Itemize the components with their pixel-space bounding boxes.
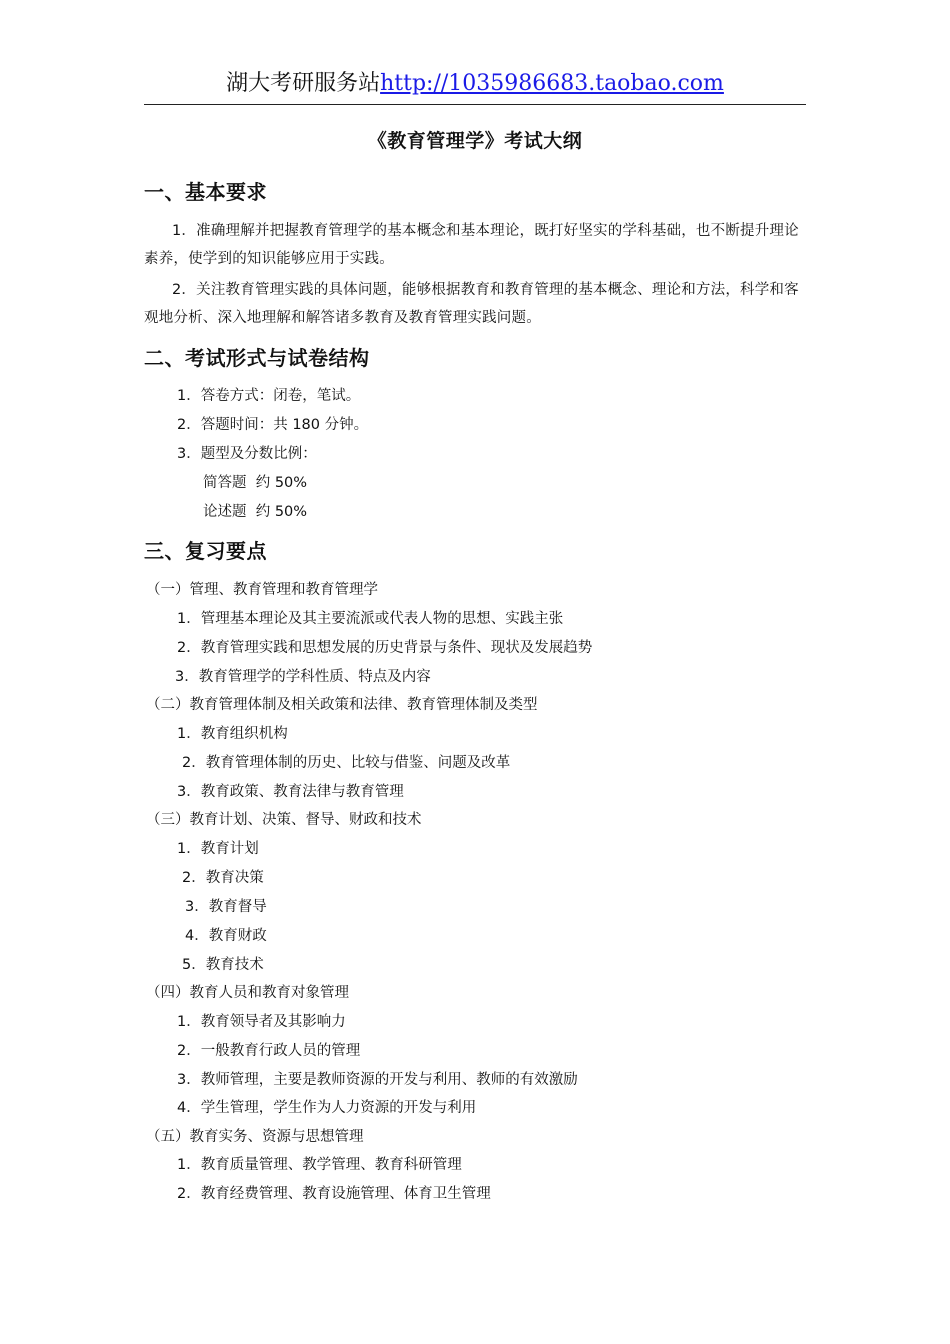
- header-site-name: 湖大考研服务站: [226, 71, 381, 96]
- list-item: 4．学生管理，学生作为人力资源的开发与利用: [177, 1100, 477, 1116]
- list-item: 3．教育管理学的学科性质、特点及内容: [175, 669, 431, 685]
- list-item: 1．教育计划: [177, 841, 259, 857]
- list-item: 1．教育组织机构: [177, 726, 288, 742]
- list-item: 3．教育政策、教育法律与教育管理: [177, 784, 404, 800]
- subsection-title: （五）教育实务、资源与思想管理: [146, 1129, 364, 1145]
- section1-paragraph-1: 1．准确理解并把握教育管理学的基本概念和基本理论，既打好坚实的学科基础，也不断提升理论素养，使学到的知识能够应用于实践。: [144, 223, 799, 267]
- header-link[interactable]: http://1035986683.taobao.com: [380, 71, 724, 96]
- list-item: 3．教师管理，主要是教师资源的开发与利用、教师的有效激励: [177, 1072, 578, 1088]
- section-heading-1: 一、基本要求: [144, 180, 267, 204]
- section-heading-3: 三、复习要点: [144, 539, 267, 563]
- subsection-title: （二）教育管理体制及相关政策和法律、教育管理体制及类型: [146, 697, 538, 713]
- list-item: 简答题 约 50%: [203, 475, 308, 491]
- list-item: 3．教育督导: [185, 899, 267, 915]
- section-heading-2: 二、考试形式与试卷结构: [144, 346, 370, 370]
- list-item: 1．答卷方式：闭卷，笔试。: [177, 388, 361, 404]
- list-item: 论述题 约 50%: [203, 504, 308, 520]
- section1-paragraph-2: 2．关注教育管理实践的具体问题，能够根据教育和教育管理的基本概念、理论和方法，科学和客观地分析、深入地理解和解答诸多教育及教育管理实践问题。: [144, 282, 799, 326]
- document-title: 《教育管理学》考试大纲: [367, 130, 583, 152]
- list-item: 2．教育管理实践和思想发展的历史背景与条件、现状及发展趋势: [177, 640, 593, 656]
- list-item: 4．教育财政: [185, 928, 267, 944]
- list-item: 5．教育技术: [182, 957, 264, 973]
- list-item: 1．教育质量管理、教学管理、教育科研管理: [177, 1157, 462, 1173]
- list-item: 2．教育经费管理、教育设施管理、体育卫生管理: [177, 1186, 491, 1202]
- list-item: 1．教育领导者及其影响力: [177, 1014, 346, 1030]
- page-header: [144, 66, 806, 105]
- list-item: 2．一般教育行政人员的管理: [177, 1043, 361, 1059]
- subsection-title: （四）教育人员和教育对象管理: [146, 985, 349, 1001]
- subsection-title: （一）管理、教育管理和教育管理学: [146, 582, 378, 598]
- subsection-title: （三）教育计划、决策、督导、财政和技术: [146, 812, 422, 828]
- list-item: 2．答题时间：共 180 分钟。: [177, 417, 369, 433]
- list-item: 2．教育决策: [182, 870, 264, 886]
- list-item: 3．题型及分数比例：: [177, 446, 317, 462]
- list-item: 1．管理基本理论及其主要流派或代表人物的思想、实践主张: [177, 611, 564, 627]
- list-item: 2．教育管理体制的历史、比较与借鉴、问题及改革: [182, 755, 511, 771]
